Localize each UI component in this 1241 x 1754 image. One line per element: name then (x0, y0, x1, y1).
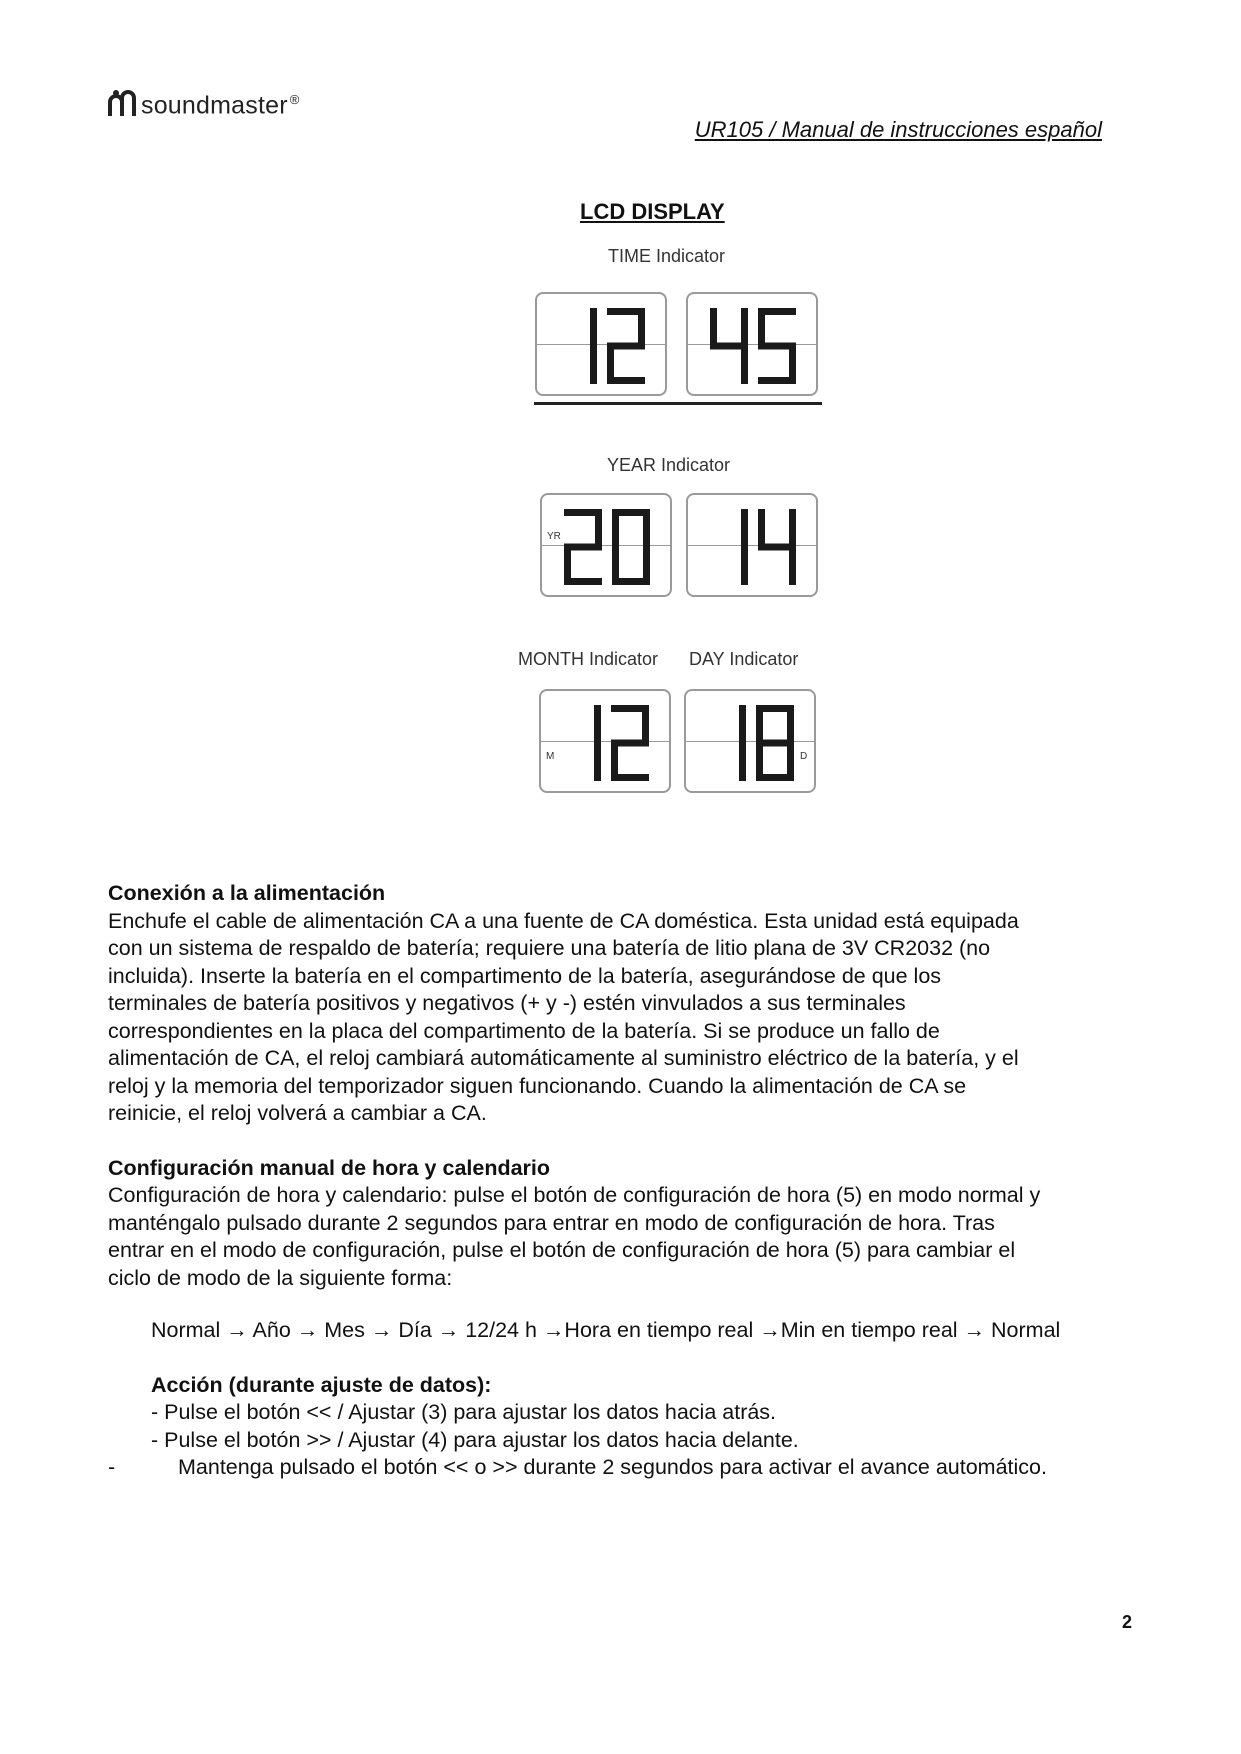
power-line: Enchufe el cable de alimentación CA a una fuente de CA doméstica. Esta unidad está equipada (108, 908, 1019, 933)
action-bullet-forward: - Pulse el botón >> / Ajustar (4) para ajustar los datos hacia delante. (151, 1427, 799, 1452)
power-line: incluida). Inserte la batería en el compartimento de la batería, asegurándose de que los (108, 963, 942, 988)
action-title: Acción (durante ajuste de datos): (151, 1372, 492, 1397)
registered-mark: ® (289, 91, 300, 107)
brand-logo (107, 84, 300, 118)
manual-body (108, 880, 1148, 1482)
power-line: con un sistema de respaldo de batería; requiere una batería de litio plana de 3V CR2032 (no (108, 936, 991, 960)
config-line: entrar en el modo de configuración, pulse el botón de configuración de hora (5) para cambiar el (108, 1238, 1016, 1262)
power-section-title: Conexión a la alimentación (108, 881, 386, 905)
lcd-digits-year-low (688, 495, 820, 599)
power-paragraph (108, 908, 1148, 1128)
mode-cycle-flow: Normal → Año → Mes → Día → 12/24 h →Hora en tiempo real →Min en tiempo real → Normal (151, 1318, 1061, 1342)
year-tag: YR (547, 531, 561, 542)
power-line: reloj y la memoria del temporizador siguen funcionando. Cuando la alimentación de CA se (108, 1073, 967, 1098)
power-line: correspondientes en la placa del compartimento de la batería. Si se produce un fallo de (108, 1018, 940, 1043)
lcd-heading: LCD DISPLAY (580, 199, 725, 224)
soundmaster-logo-icon (107, 88, 137, 118)
time-underline (534, 402, 822, 405)
lcd-digits-time-hours (537, 294, 669, 398)
brand-name: soundmaster ® (141, 91, 300, 119)
month-tag: M (546, 751, 555, 762)
lcd-year-low (686, 493, 818, 597)
lcd-digits-time-minutes (688, 294, 820, 398)
lcd-month (539, 689, 671, 793)
action-bullet-autoadvance (108, 1454, 1148, 1482)
config-line: ciclo de modo de la siguiente forma: (108, 1265, 453, 1290)
bullet-dash: - (108, 1455, 116, 1479)
lcd-digits-year-high (542, 495, 674, 599)
power-line: reinicie, el reloj volverá a cambiar a CA. (108, 1101, 487, 1125)
day-indicator-label: DAY Indicator (689, 649, 799, 669)
power-line: alimentación de CA, el reloj cambiará automáticamente al suministro eléctrico de la batería, y el (108, 1046, 1019, 1070)
lcd-year-high (540, 493, 672, 597)
action-bullet-back: - Pulse el botón << / Ajustar (3) para ajustar los datos hacia atrás. (151, 1400, 777, 1424)
config-section-title: Configuración manual de hora y calendario (108, 1155, 551, 1180)
manual-title: UR105 / Manual de instrucciones español (694, 117, 1102, 142)
time-indicator-label: TIME Indicator (608, 246, 726, 266)
power-line: terminales de batería positivos y negativos (+ y -) estén vinvulados a sus terminales (108, 991, 906, 1015)
lcd-day (684, 689, 816, 793)
year-indicator-label: YEAR Indicator (607, 455, 731, 475)
month-indicator-label: MONTH Indicator (518, 649, 659, 669)
config-paragraph (108, 1182, 1148, 1292)
day-tag: D (800, 751, 808, 762)
page-number: 2 (1122, 1612, 1133, 1632)
bullet-text: Mantenga pulsado el botón << o >> durante 2 segundos para activar el avance automático. (178, 1455, 1047, 1479)
lcd-time-hours (535, 292, 667, 396)
lcd-digits-day (686, 691, 818, 795)
config-line: manténgalo pulsado durante 2 segundos para entrar en modo de configuración de hora. Tras (108, 1210, 995, 1235)
config-line: Configuración de hora y calendario: pulse el botón de configuración de hora (5) en modo normal y (108, 1183, 1041, 1207)
lcd-time-minutes (686, 292, 818, 396)
lcd-digits-month (541, 691, 673, 795)
